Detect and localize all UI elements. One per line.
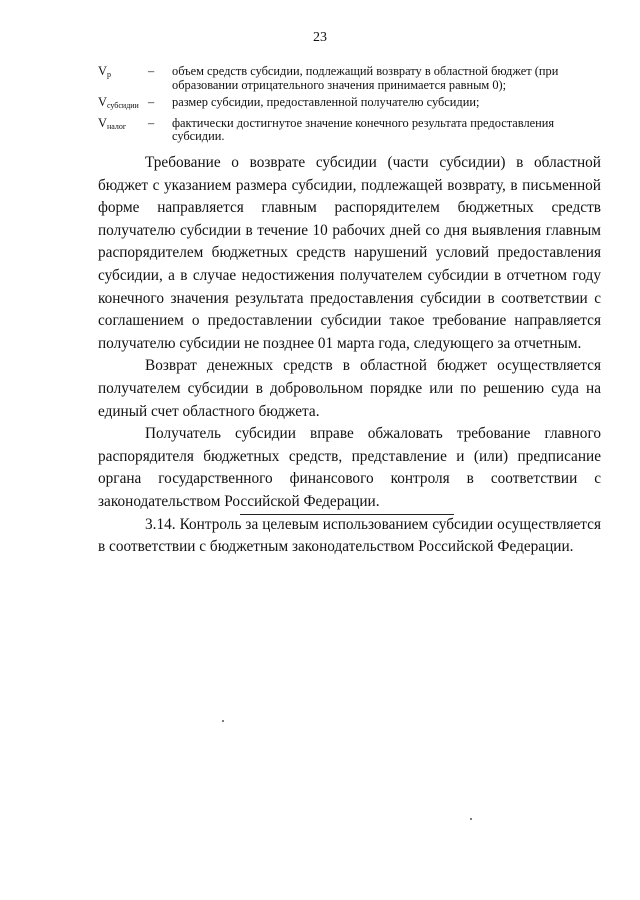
paragraph-refund-requirement: Требование о возврате субсидии (части субсидии) в областной бюджет с указанием размера субсидии, подлежащей возврату, в письменной форме направляется главным распорядителем бюджетных средств получателю субсидии в течение 10 рабочих дней со дня выявления главным распорядителем бюджетных средств нарушений условий предоставления субсидии, а в случае недостижения получателем субсидии в отчетном году конечного значения результата предоставления субсидии в соответствии с соглашением о предоставлении субсидии такое требование направляется получателю субсидии не позднее 01 марта года, следующего за отчетным. [98, 154, 601, 352]
paragraph-appeal-right: Получатель субсидии вправе обжаловать требование главного распорядителя бюджетных средств, представление и (или) предписание органа государственного финансового контроля в соответствии с законодательством Российской Федерации. [98, 425, 601, 510]
legend-symbol: $V_{субсидии}$ [98, 95, 139, 110]
variable-legend [98, 65, 603, 148]
legend-row [98, 117, 603, 144]
legend-row [98, 96, 603, 113]
legend-definition: размер субсидии, предоставленной получателю субсидии; [172, 95, 480, 109]
legend-dash: – [148, 115, 155, 130]
paragraph-refund-procedure: Возврат денежных средств в областной бюджет осуществляется получателем субсидии в добровольном порядке или по решению суда на единый счет областного бюджета. [98, 357, 601, 420]
legend-definition: объем средств субсидии, подлежащий возврату в областной бюджет (при образовании отрицательного значения принимается равным 0); [172, 64, 559, 92]
scan-speck [470, 818, 472, 820]
legend-row [98, 65, 603, 92]
document-body [98, 152, 601, 559]
legend-dash: – [148, 95, 155, 109]
legend-dash: – [148, 64, 155, 78]
end-divider [240, 514, 454, 515]
paragraph-control-3-14: 3.14. Контроль за целевым использованием субсидии осуществляется в соответствии с бюджетным законодательством Российской Федерации. [98, 515, 601, 556]
legend-definition: фактически достигнутое значение конечного результата предоставления субсидии. [172, 115, 555, 143]
page-number: 23 [313, 30, 327, 45]
scan-speck [222, 720, 224, 722]
legend-symbol: $V_{налог}$ [98, 115, 127, 131]
legend-symbol: $V_р$ [98, 64, 111, 79]
